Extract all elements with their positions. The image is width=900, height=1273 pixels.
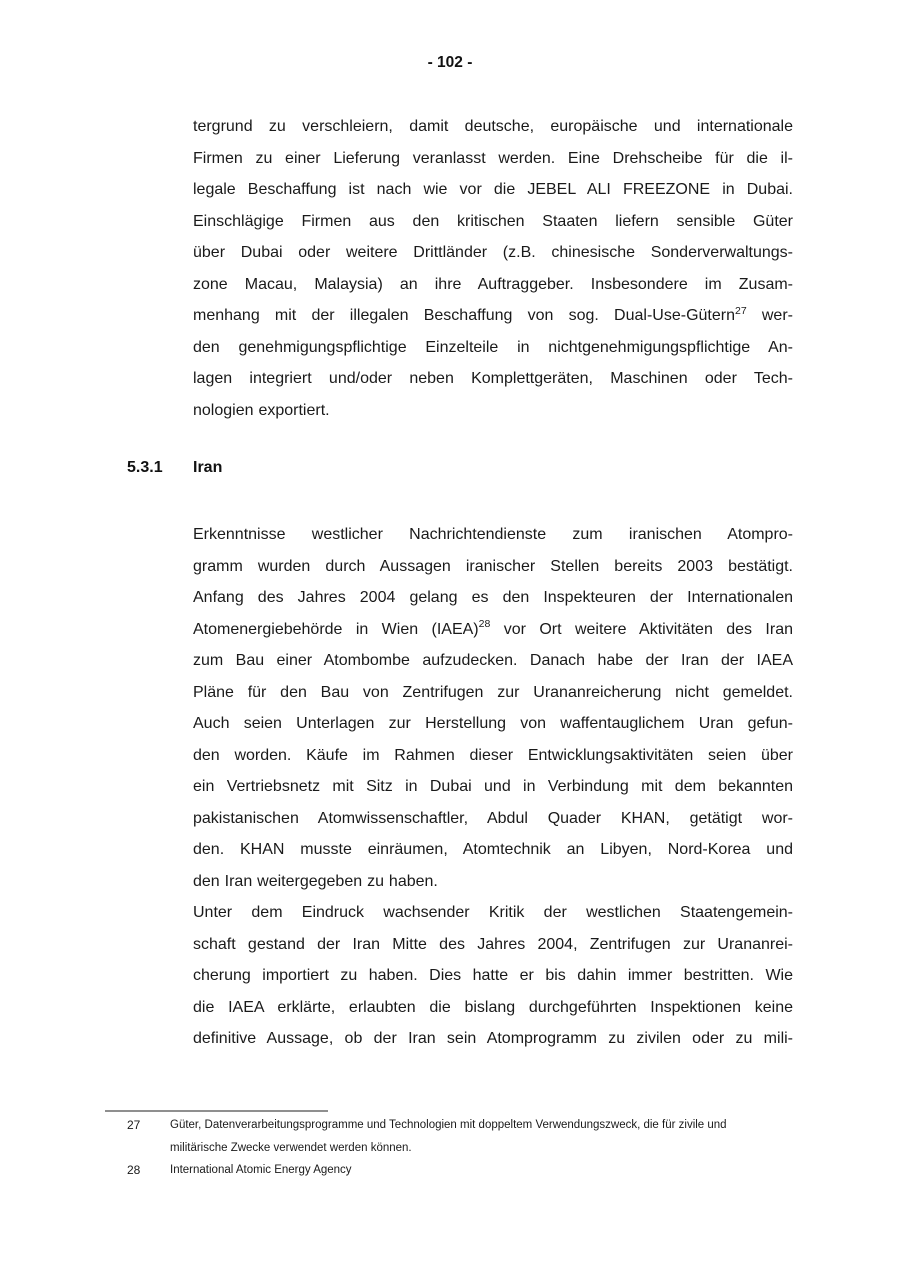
text-line: ein Vertriebsnetz mit Sitz in Dubai und in Verbindung mit dem bekannten [193, 778, 793, 795]
footnote [127, 1159, 797, 1182]
text-line: Atomenergiebehörde in Wien (IAEA)$^{28}$ vor Ort weitere Aktivitäten des Iran [193, 618, 793, 638]
footnote-line: International Atomic Energy Agency [170, 1164, 352, 1176]
footnote-line: Güter, Datenverarbeitungsprogramme und Technologien mit doppeltem Verwendungszweck, die für zivile und [170, 1119, 727, 1131]
text-line: pakistanischen Atomwissenschaftler, Abdul Quader KHAN, getätigt wor- [193, 809, 793, 827]
text-line: cherung importiert zu haben. Dies hatte er bis dahin immer bestritten. Wie [193, 967, 793, 984]
body-text-flow [193, 519, 793, 1055]
text-line: nologien exportiert. [193, 401, 330, 419]
section-heading [127, 452, 767, 484]
footnote-reference: 28 [478, 618, 491, 630]
text-line: Erkenntnisse westlicher Nachrichtendienste zum iranischen Atompro- [193, 526, 793, 543]
text-line: tergrund zu verschleiern, damit deutsche, europäische und internationale [193, 118, 793, 135]
text-line: den genehmigungspflichtige Einzelteile in nichtgenehmigungspflichtige An- [193, 338, 793, 356]
text-line: Einschlägige Firmen aus den kritischen Staaten liefern sensible Güter [193, 212, 793, 230]
paragraph [193, 897, 793, 1055]
text-line: zone Macau, Malaysia) an ihre Auftraggeber. Insbesondere im Zusam- [193, 275, 793, 293]
text-line: Anfang des Jahres 2004 gelang es den Inspekteuren der Internationalen [193, 589, 793, 606]
text-line: den Iran weitergegeben zu haben. [193, 872, 438, 890]
text-line: gramm wurden durch Aussagen iranischer Stellen bereits 2003 bestätigt. [193, 557, 793, 575]
footnote-separator [105, 1110, 328, 1112]
footnote-reference: 27 [734, 304, 747, 317]
text-line: Pläne für den Bau von Zentrifugen zur Urananreicherung nicht gemeldet. [193, 683, 793, 701]
paragraph [193, 519, 793, 897]
text-line: die IAEA erklärte, erlaubten die bislang durchgeführten Inspektionen keine [193, 998, 793, 1016]
page-number: - 102 - [427, 54, 473, 71]
text-line: den worden. Käufe im Rahmen dieser Entwicklungsaktivitäten seien über [193, 746, 793, 764]
text-line: lagen integriert und/oder neben Komplettgeräten, Maschinen oder Tech- [193, 370, 793, 387]
footnote-number: 27 [127, 1118, 141, 1132]
footnote-number: 28 [127, 1163, 141, 1177]
text-line: den. KHAN musste einräumen, Atomtechnik an Libyen, Nord-Korea und [193, 841, 793, 858]
text-line: über Dubai oder weitere Drittländer (z.B. chinesische Sonderverwaltungs- [193, 244, 793, 261]
section-number: 5.3.1 [127, 459, 163, 476]
text-line: Firmen zu einer Lieferung veranlasst werden. Eine Drehscheibe für die il- [193, 149, 793, 167]
footnote-line: militärische Zwecke verwendet werden können. [170, 1141, 412, 1154]
text-line: Auch seien Unterlagen zur Herstellung von waffentauglichem Uran gefun- [193, 715, 793, 732]
paragraph-continued [193, 111, 793, 426]
footnotes [127, 1114, 797, 1182]
text-line: definitive Aussage, ob der Iran sein Atomprogramm zu zivilen oder zu mili- [193, 1030, 793, 1047]
footnote-text [170, 1159, 797, 1182]
text-line: menhang mit der illegalen Beschaffung von sog. Dual-Use-Gütern$^{27}$ wer- [193, 304, 793, 324]
footnote-text [170, 1114, 797, 1159]
text-line: legale Beschaffung ist nach wie vor die JEBEL ALI FREEZONE in Dubai. [193, 181, 793, 198]
text-line: zum Bau einer Atombombe aufzudecken. Danach habe der Iran der IAEA [193, 652, 793, 669]
footnote [127, 1114, 797, 1159]
text-line: schaft gestand der Iran Mitte des Jahres 2004, Zentrifugen zur Urananrei- [193, 935, 793, 953]
section-title: Iran [193, 459, 223, 476]
text-line: Unter dem Eindruck wachsender Kritik der westlichen Staatengemein- [193, 904, 793, 921]
